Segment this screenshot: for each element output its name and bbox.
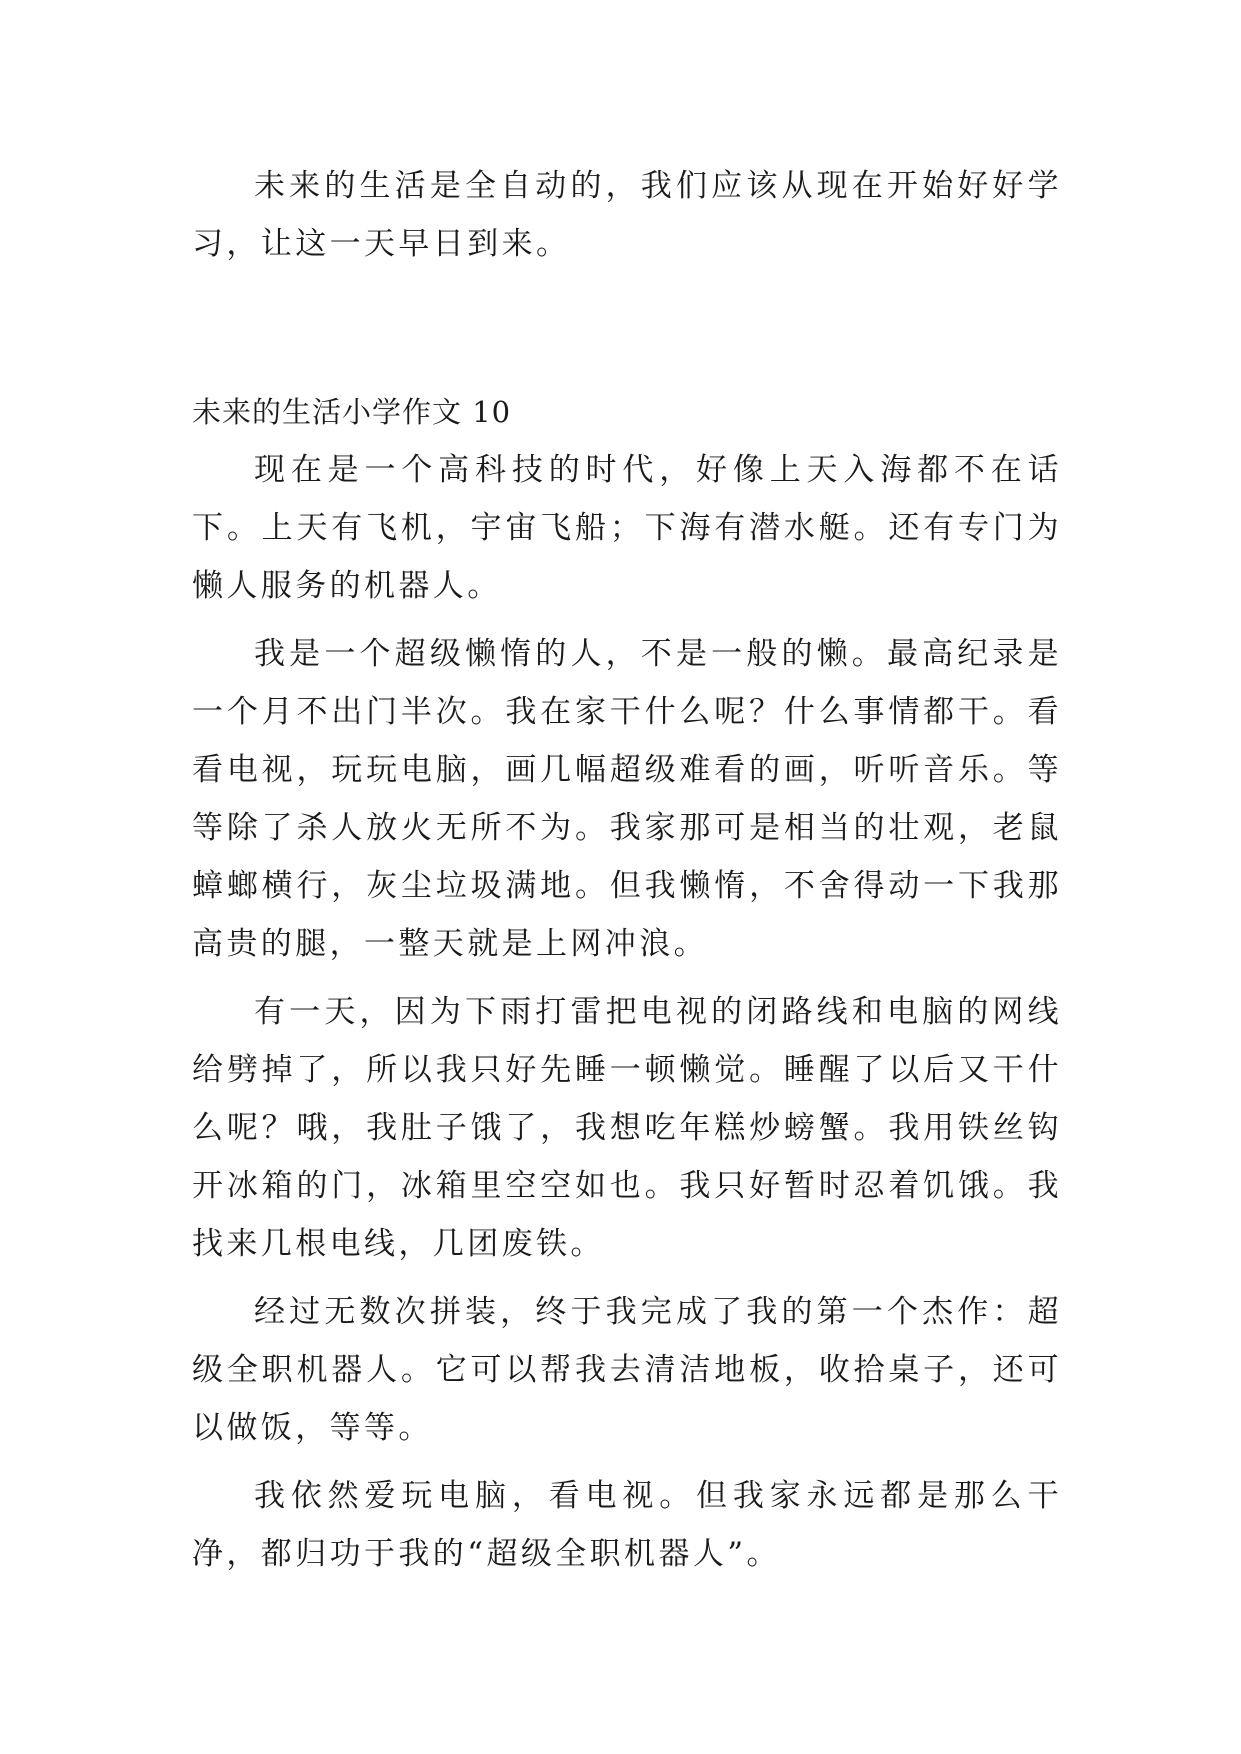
body-paragraph: 有一天，因为下雨打雷把电视的闭路线和电脑的网线给劈掉了，所以我只好先睡一顿懒觉。睡醒了以后又干什么呢？哦，我肚子饿了，我想吃年糕炒螃蟹。我用铁丝钩开冰箱的门，冰箱里空空如也。我只好暂时忍着饥饿。我找来几根电线，几团废铁。 [192, 994, 1062, 1262]
essay-title: 未来的生活小学作文 10 [192, 395, 512, 429]
document-body [192, 157, 1062, 1593]
section-spacer [192, 273, 1062, 383]
body-paragraph: 经过无数次拼装，终于我完成了我的第一个杰作：超级全职机器人。它可以帮我去清洁地板，收拾桌子，还可以做饭，等等。 [192, 1294, 1062, 1446]
body-paragraph: 我依然爱玩电脑，看电视。但我家永远都是那么干净，都归功于我的“超级全职机器人”。 [192, 1478, 1062, 1572]
intro-paragraph: 未来的生活是全自动的，我们应该从现在开始好好学习，让这一天早日到来。 [192, 168, 1062, 262]
body-paragraph: 我是一个超级懒惰的人，不是一般的懒。最高纪录是一个月不出门半次。我在家干什么呢？什么事情都干。看看电视，玩玩电脑，画几幅超级难看的画，听听音乐。等等除了杀人放火无所不为。我家那可是相当的壮观，老鼠蟑螂横行，灰尘垃圾满地。但我懒惰，不舍得动一下我那高贵的腿，一整天就是上网冲浪。 [192, 636, 1062, 962]
body-paragraph: 现在是一个高科技的时代，好像上天入海都不在话下。上天有飞机，宇宙飞船；下海有潜水艇。还有专门为懒人服务的机器人。 [192, 452, 1062, 604]
